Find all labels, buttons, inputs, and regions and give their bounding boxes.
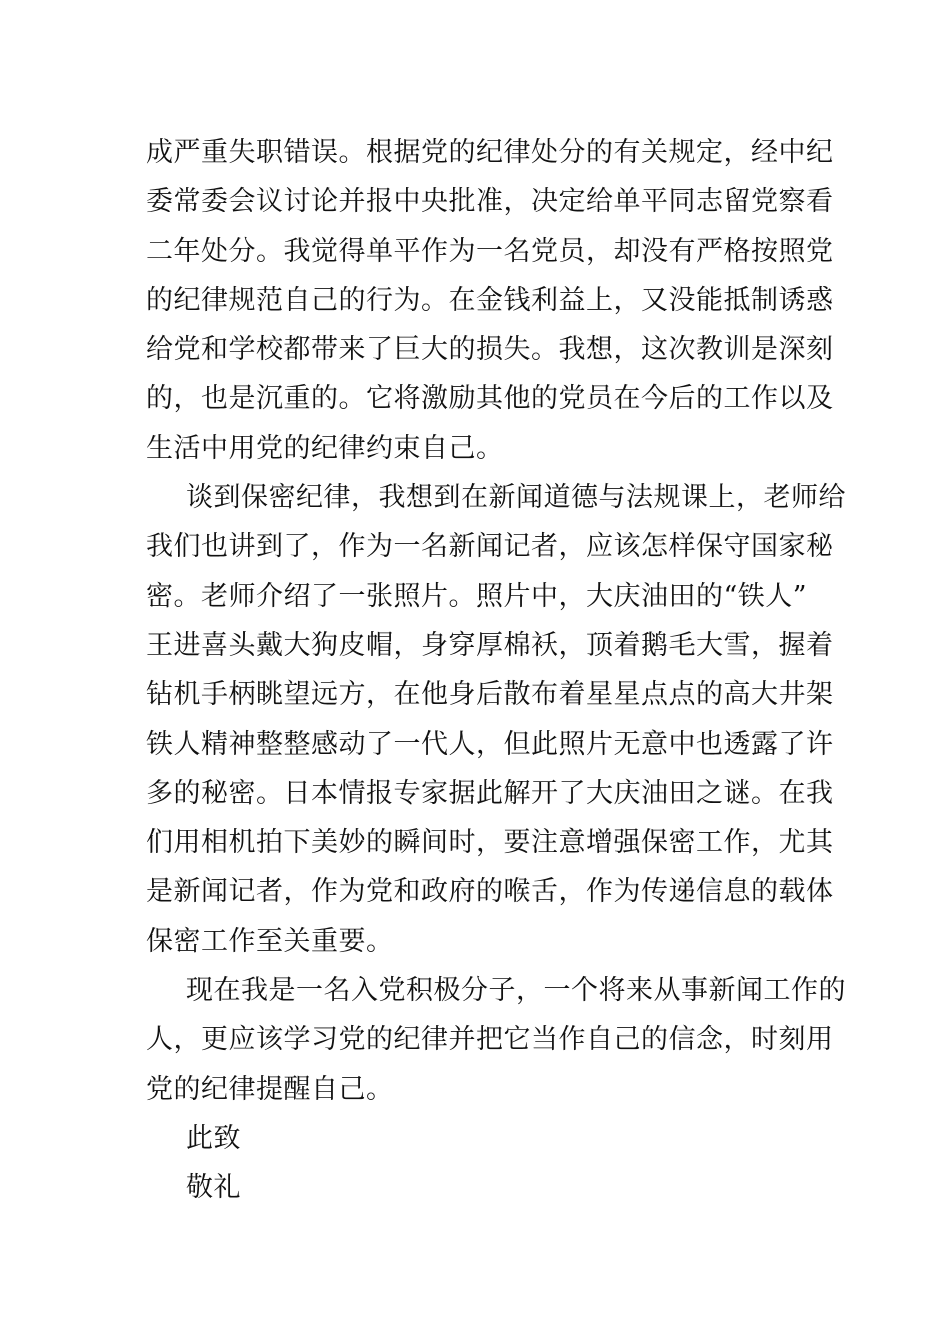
text-line: 党的纪律提醒自己。: [146, 1073, 394, 1105]
text-line: 王进喜头戴大狗皮帽，身穿厚棉袄，顶着鹅毛大雪，握着: [146, 629, 834, 661]
text-line: 成严重失职错误。根据党的纪律处分的有关规定，经中纪: [146, 137, 834, 168]
text-line: 保密工作至关重要。: [146, 925, 394, 957]
text-line: 们用相机拍下美妙的瞬间时，要注意增强保密工作，尤其: [146, 827, 834, 859]
text-line: 多的秘密。日本情报专家据此解开了大庆油田之谜。在我: [146, 777, 834, 809]
text-line: 谈到保密纪律，我想到在新闻道德与法规课上，老师给: [186, 482, 846, 514]
text-line: 钻机手柄眺望远方，在他身后散布着星星点点的高大井架: [146, 679, 834, 711]
closing-regards: 敬礼: [186, 1172, 241, 1204]
text-line: 铁人精神整整感动了一代人，但此照片无意中也透露了许: [146, 728, 834, 760]
text-line: 的纪律规范自己的行为。在金钱利益上，又没能抵制诱惑: [146, 284, 834, 316]
letter-body: [146, 128, 846, 1213]
text-line: 二年处分。我觉得单平作为一名党员，却没有严格按照党: [146, 235, 834, 267]
text-line: 现在我是一名入党积极分子，一个将来从事新闻工作的: [186, 975, 846, 1007]
text-line: 委常委会议讨论并报中央批准，决定给单平同志留党察看: [146, 186, 834, 218]
text-line: 密。老师介绍了一张照片。照片中，大庆油田的“铁人”: [146, 580, 808, 612]
text-line: 人，更应该学习党的纪律并把它当作自己的信念，时刻用: [146, 1024, 834, 1056]
closing-salutation: 此致: [186, 1122, 241, 1154]
text-line: 生活中用党的纪律约束自己。: [146, 432, 504, 464]
text-line: 是新闻记者，作为党和政府的喉舌，作为传递信息的载体: [146, 876, 834, 908]
text-line: 的，也是沉重的。它将激励其他的党员在今后的工作以及: [146, 383, 834, 415]
text-line: 给党和学校都带来了巨大的损失。我想，这次教训是深刻: [146, 334, 834, 366]
text-line: 我们也讲到了，作为一名新闻记者，应该怎样保守国家秘: [146, 531, 834, 563]
